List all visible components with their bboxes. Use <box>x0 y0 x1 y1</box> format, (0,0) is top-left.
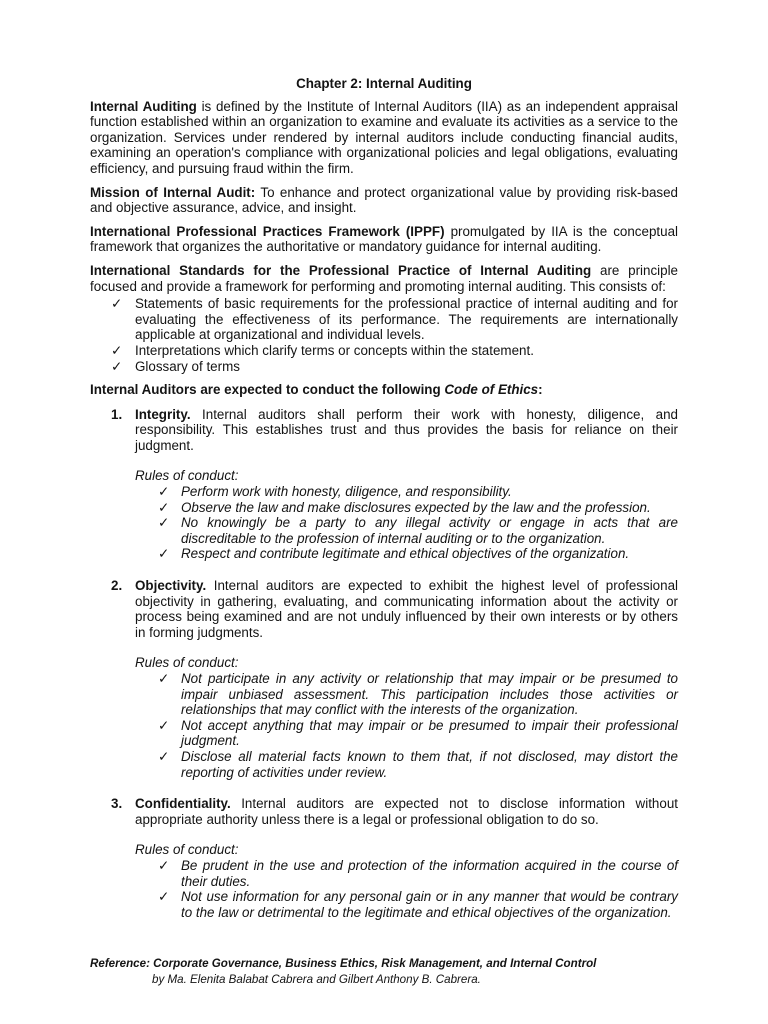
checkmark-icon: ✓ <box>158 857 170 873</box>
reference-authors: by Ma. Elenita Balabat Cabrera and Gilbert Anthony B. Cabrera. <box>152 972 481 986</box>
checkmark-icon: ✓ <box>158 499 170 515</box>
standards-paragraph <box>90 263 678 294</box>
rules-title: Rules of conduct: <box>135 842 239 858</box>
definition-paragraph <box>90 99 678 177</box>
ethic-objectivity <box>90 578 678 780</box>
checkmark-icon: ✓ <box>158 484 170 500</box>
list-item: ✓ Not accept anything that may impair or be presumed to impair their professional judgment. <box>158 717 678 749</box>
list-item: ✓ Not use information for any personal gain or in any manner that would be contrary to the law or detrimental to the legitimate and ethical objectives of the organization. <box>158 889 678 920</box>
reference-footer <box>90 956 690 987</box>
list-item: ✓ Not participate in any activity or relationship that may impair or be presumed to impair unbiased assessment. This participation includes those activities or relationships that may conflict with the interests of the organization. <box>158 671 678 718</box>
ethic-description: Integrity. Internal auditors shall perform their work with honesty, diligence, and responsibility. This establishes trust and thus provides the basis for reliance on their judgment. <box>135 406 678 453</box>
list-item: ✓ Perform work with honesty, diligence, and responsibility. <box>158 484 512 500</box>
checkmark-icon: ✓ <box>111 296 123 312</box>
list-item: ✓ No knowingly be a party to any illegal activity or engage in acts that are discreditable to the profession of internal auditing or to the organization. <box>158 515 678 546</box>
checkmark-icon: ✓ <box>111 358 123 374</box>
ippf-term: International Professional Practices Framework (IPPF) <box>90 223 445 239</box>
list-item: ✓ Interpretations which clarify terms or concepts within the statement. <box>111 342 534 358</box>
mission-term: Mission of Internal Audit: <box>90 184 256 200</box>
mission-text: To enhance and protect organizational value by providing risk-based and objective assurance, advice, and insight. <box>90 184 678 216</box>
list-item: ✓ Be prudent in the use and protection of the information acquired in the course of their duties. <box>158 857 678 889</box>
list-item: ✓ Statements of basic requirements for the professional practice of internal auditing and for evaluating the effectiveness of its performance. The requirements are internationally applicable at organizational and individual levels. <box>111 296 678 343</box>
checkmark-icon: ✓ <box>158 671 170 686</box>
list-item: ✓ Observe the law and make disclosures expected by the law and the profession. <box>158 499 651 515</box>
checkmark-icon: ✓ <box>158 717 170 733</box>
checkmark-icon: ✓ <box>158 748 170 764</box>
ethic-number: 1. <box>111 406 123 422</box>
checkmark-icon: ✓ <box>158 515 170 531</box>
ethic-integrity <box>90 407 678 562</box>
standards-text: are principle focused and provide a framework for performing and promoting internal auditing. This consists of: <box>90 262 679 294</box>
ippf-paragraph <box>90 224 678 255</box>
checkmark-icon: ✓ <box>158 889 170 905</box>
list-item: ✓ Disclose all material facts known to them that, if not disclosed, may distort the reporting of activities under review. <box>158 748 678 780</box>
rules-list <box>135 671 678 780</box>
document-page <box>90 76 678 920</box>
checkmark-icon: ✓ <box>158 546 170 562</box>
rules-list <box>135 858 678 920</box>
rules-title: Rules of conduct: <box>135 468 239 484</box>
ethics-heading: Internal Auditors are expected to conduct the following Code of Ethics: <box>90 382 543 398</box>
checkmark-icon: ✓ <box>111 342 123 358</box>
chapter-title: Chapter 2: Internal Auditing <box>296 76 472 91</box>
standards-list <box>90 296 678 374</box>
ethic-confidentiality <box>90 796 678 920</box>
ethic-number: 2. <box>111 578 123 594</box>
list-item: ✓ Glossary of terms <box>111 358 240 374</box>
rules-list <box>135 484 678 562</box>
ethic-description: Objectivity. Internal auditors are expected to exhibit the highest level of professional objectivity in gathering, evaluating, and communicating information about the activity or process being examined and are not unduly influenced by their own interests or by others in forming judgments. <box>135 578 678 640</box>
definition-text: is defined by the Institute of Internal Auditors (IIA) as an independent appraisal function established within an organization to examine and evaluate its activities as a service to the organization. Services under rendered by internal auditors include conducting financial audits, examining an operation's compliance with organizational policies and legal obligations, evaluating efficiency, and pursuing fraud within the firm. <box>90 98 678 176</box>
ethic-description: Confidentiality. Internal auditors are expected not to disclose information without appropriate authority unless there is a legal or professional obligation to do so. <box>135 796 678 827</box>
list-item: ✓ Respect and contribute legitimate and ethical objectives of the organization. <box>158 546 630 562</box>
rules-title: Rules of conduct: <box>135 655 239 671</box>
reference-title: Reference: Corporate Governance, Business Ethics, Risk Management, and Internal Control <box>90 957 597 970</box>
ethic-number: 3. <box>111 796 123 812</box>
ippf-text: promulgated by IIA is the conceptual framework that organizes the authoritative or mandatory guidance for internal auditing. <box>90 223 678 255</box>
definition-term: Internal Auditing <box>90 98 197 114</box>
mission-paragraph <box>90 185 678 216</box>
standards-term: International Standards for the Professional Practice of Internal Auditing <box>90 262 592 278</box>
